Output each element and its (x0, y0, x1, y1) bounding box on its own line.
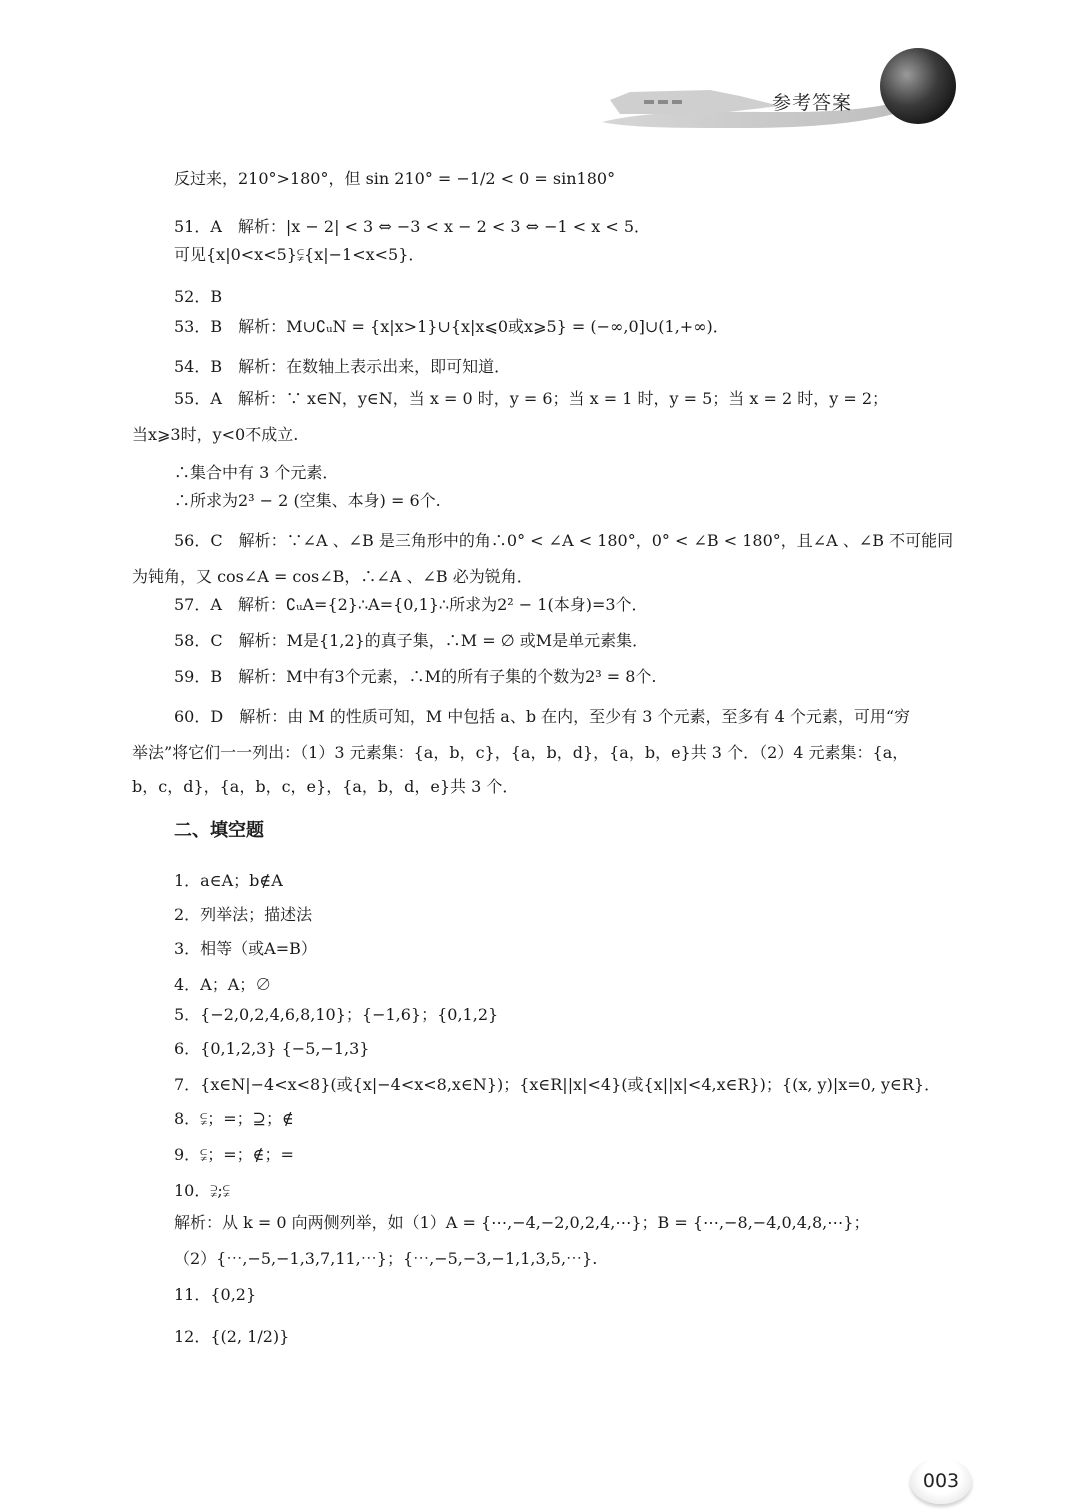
text-line: 51．A 解析：|x − 2| < 3 ⇔ −3 < x − 2 < 3 ⇔ −1 < x < 5． (174, 217, 651, 236)
text-line: 6．{0,1,2,3} {−5,−1,3} (174, 1039, 370, 1058)
text-line: 4．A；A；∅ (174, 975, 272, 994)
text-line: 8．⫋；=；⊇；∉ (174, 1109, 294, 1128)
header-title: 参考答案 (772, 92, 853, 114)
text-line: 7．{x∈N|−4<x<8}(或{x|−4<x<8,x∈N})；{x∈R||x|<4}(或{x||x|<4,x∈R})；{(x, y)|x=0, y∈R}． (174, 1075, 941, 1094)
text-line: 1．a∈A；b∉A (174, 871, 283, 890)
text-line: 可见{x|0<x<5}⫋{x|−1<x<5}． (174, 245, 425, 264)
text-line: ∴所求为2³ − 2 (空集、本身) = 6个. (174, 491, 441, 510)
text-line: 举法”将它们一一列出：（1）3 元素集：{a，b，c}，{a，b，d}，{a，b，e}共 3 个．（2）4 元素集：{a， (132, 743, 909, 762)
text-line: 59．B 解析：M中有3个元素，∴M的所有子集的个数为2³ = 8个. (174, 667, 657, 686)
text-line: 反过来，210°>180°，但 sin 210° = −1/2 < 0 = sin180° (174, 169, 616, 188)
page-number-badge (910, 1458, 972, 1510)
text-line: 57．A 解析：∁ᵤA={2}∴A={0,1}∴所求为2² − 1(本身)=3个． (174, 595, 648, 614)
text-line: 5．{−2,0,2,4,6,8,10}；{−1,6}；{0,1,2} (174, 1005, 499, 1024)
text-line: 2．列举法；描述法 (174, 905, 313, 924)
text-line: ∴集合中有 3 个元素． (174, 463, 339, 482)
text-line: 3．相等（或A=B） (174, 939, 317, 958)
text-line: 11．{0,2} (174, 1285, 257, 1304)
text-line: （2）{⋯,−5,−1,3,7,11,⋯}；{⋯,−5,−3,−1,1,3,5,⋯}. (174, 1249, 598, 1268)
text-line: 10．⫌;⫋ (174, 1181, 230, 1200)
text-line: 58．C 解析：M是{1,2}的真子集，∴M = ∅ 或M是单元素集． (174, 631, 649, 650)
text-line: 为钝角，又 cos∠A = cos∠B，∴∠A 、∠B 必为锐角． (132, 567, 533, 586)
section-title: 二、填空题 (174, 820, 264, 841)
text-line: 55．A 解析：∵ x∈N，y∈N，当 x = 0 时，y = 6；当 x = 1 时，y = 5；当 x = 2 时，y = 2； (174, 389, 889, 408)
text-line: 56．C 解析：∵∠A 、∠B 是三角形中的角∴0° < ∠A < 180°，0° < ∠B < 180°，且∠A 、∠B 不可能同 (174, 531, 954, 550)
text-line: 9．⫋；=；∉；= (174, 1145, 294, 1164)
text-line: 54．B 解析：在数轴上表示出来，即可知道． (174, 357, 511, 376)
text-line: 53．B 解析：M∪∁ᵤN = {x|x>1}∪{x|x⩽0或x⩾5} = (−∞,0]∪(1,+∞)． (174, 317, 729, 336)
text-line: b，c，d}，{a，b，c，e}，{a，b，d，e}共 3 个． (132, 777, 519, 796)
text-line: 12．{(2, 1/2)} (174, 1327, 290, 1346)
text-line: 60．D 解析：由 M 的性质可知，M 中包括 a、b 在内，至少有 3 个元素，至多有 4 个元素，可用“穷 (174, 707, 911, 726)
page-number: 003 (922, 1470, 960, 1492)
text-line: 当x⩾3时，y<0不成立. (132, 425, 299, 444)
text-line: 解析：从 k = 0 向两侧列举，如（1）A = {⋯,−4,−2,0,2,4,⋯}；B = {⋯,−8,−4,0,4,8,⋯}； (174, 1213, 870, 1232)
text-line: 52．B (174, 287, 223, 306)
